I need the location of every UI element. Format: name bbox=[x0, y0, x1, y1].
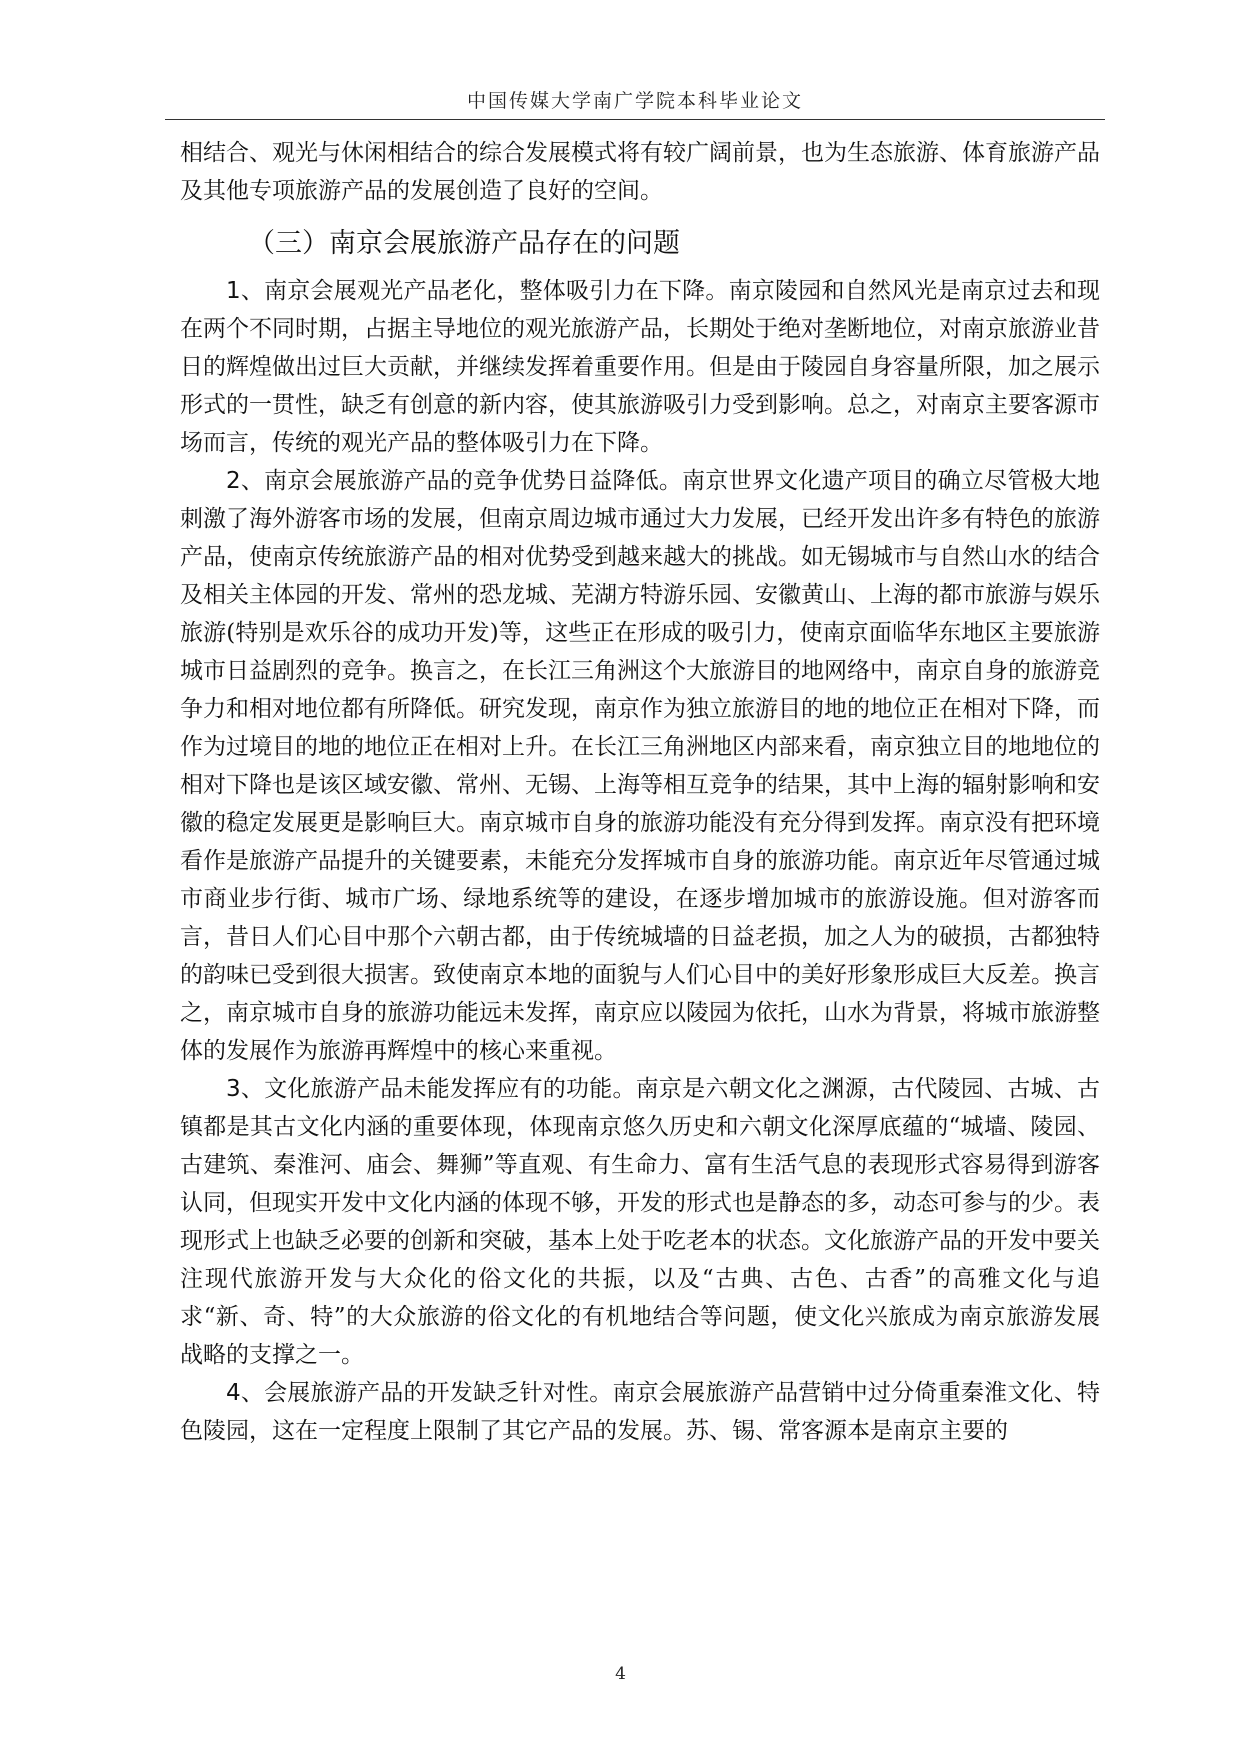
paragraph-1 bbox=[180, 272, 1100, 462]
paragraph-1-text: 南京陵园和自然风光是南京过去和现在两个不同时期，占据主导地位的观光旅游产品，长期处于绝对垄断地位，对南京旅游业昔日的辉煌做出过巨大贡献，并继续发挥着重要作用。但是由于陵园自身容量所限，加之展示形式的一贯性，缺乏有创意的新内容，使其旅游吸引力受到影响。总之，对南京主要客源市场而言，传统的观光产品的整体吸引力在下降。 bbox=[180, 278, 1100, 456]
intro-paragraph: 相结合、观光与休闲相结合的综合发展模式将有较广阔前景，也为生态旅游、体育旅游产品及其他专项旅游产品的发展创造了良好的空间。 bbox=[180, 140, 1100, 204]
page-body bbox=[180, 134, 1100, 1450]
paragraph-3-lead: 3、文化旅游产品未能发挥应有的功能。 bbox=[226, 1076, 636, 1102]
page-number: 4 bbox=[615, 1664, 626, 1684]
paragraph-2-text: 南京世界文化遗产项目的确立尽管极大地刺激了海外游客市场的发展，但南京周边城市通过大力发展，已经开发出许多有特色的旅游产品，使南京传统旅游产品的相对优势受到越来越大的挑战。如无锡城市与自然山水的结合及相关主体园的开发、常州的恐龙城、芜湖方特游乐园、安徽黄山、上海的都市旅游与娱乐旅游(特别是欢乐谷的成功开发)等，这些正在形成的吸引力，使南京面临华东地区主要旅游城市日益剧烈的竞争。换言之，在长江三角洲这个大旅游目的地网络中，南京自身的旅游竞争力和相对地位都有所降低。研究发现，南京作为独立旅游目的地的地位正在相对下降，而作为过境目的地的地位正在相对上升。在长江三角洲地区内部来看，南京独立目的地地位的相对下降也是该区域安徽、常州、无锡、上海等相互竞争的结果，其中上海的辐射影响和安徽的稳定发展更是影响巨大。南京城市自身的旅游功能没有充分得到发挥。南京没有把环境看作是旅游产品提升的关键要素，未能充分发挥城市自身的旅游功能。南京近年尽管通过城市商业步行街、城市广场、绿地系统等的建设，在逐步增加城市的旅游设施。但对游客而言，昔日人们心目中那个六朝古都，由于传统城墙的日益老损，加之人为的破损，古都独特的韵味已受到很大损害。致使南京本地的面貌与人们心目中的美好形象形成巨大反差。换言之，南京城市自身的旅游功能远未发挥，南京应以陵园为依托，山水为背景，将城市旅游整体的发展作为旅游再辉煌中的核心来重视。 bbox=[180, 468, 1100, 1064]
paragraph-4-lead: 4、会展旅游产品的开发缺乏针对性。 bbox=[226, 1380, 613, 1406]
paragraph-2-lead: 2、南京会展旅游产品的竞争优势日益降低。 bbox=[226, 468, 683, 494]
paragraph-2 bbox=[180, 462, 1100, 1070]
paragraph-3-text: 南京是六朝文化之渊源，古代陵园、古城、古镇都是其古文化内涵的重要体现，体现南京悠久历史和六朝文化深厚底蕴的“城墙、陵园、古建筑、秦淮河、庙会、舞狮”等直观、有生命力、富有生活气息的表现形式容易得到游客认同，但现实开发中文化内涵的体现不够，开发的形式也是静态的多，动态可参与的少。表现形式上也缺乏必要的创新和突破，基本上处于吃老本的状态。文化旅游产品的开发中要关注现代旅游开发与大众化的俗文化的共振，以及“古典、古色、古香”的高雅文化与追求“新、奇、特”的大众旅游的俗文化的有机地结合等问题，使文化兴旅成为南京旅游发展战略的支撑之一。 bbox=[180, 1076, 1100, 1368]
paragraph-3 bbox=[180, 1070, 1100, 1374]
header-divider bbox=[165, 119, 1105, 120]
paragraph-4 bbox=[180, 1374, 1100, 1450]
paragraph-4-text: 南京会展旅游产品营销中过分倚重秦淮文化、特色陵园，这在一定程度上限制了其它产品的发展。苏、锡、常客源本是南京主要的 bbox=[180, 1380, 1101, 1444]
running-header: 中国传媒大学南广学院本科毕业论文 bbox=[466, 90, 803, 112]
section-heading: （三）南京会展旅游产品存在的问题 bbox=[248, 228, 680, 259]
paragraph-1-lead: 1、南京会展观光产品老化，整体吸引力在下降。 bbox=[226, 278, 729, 304]
